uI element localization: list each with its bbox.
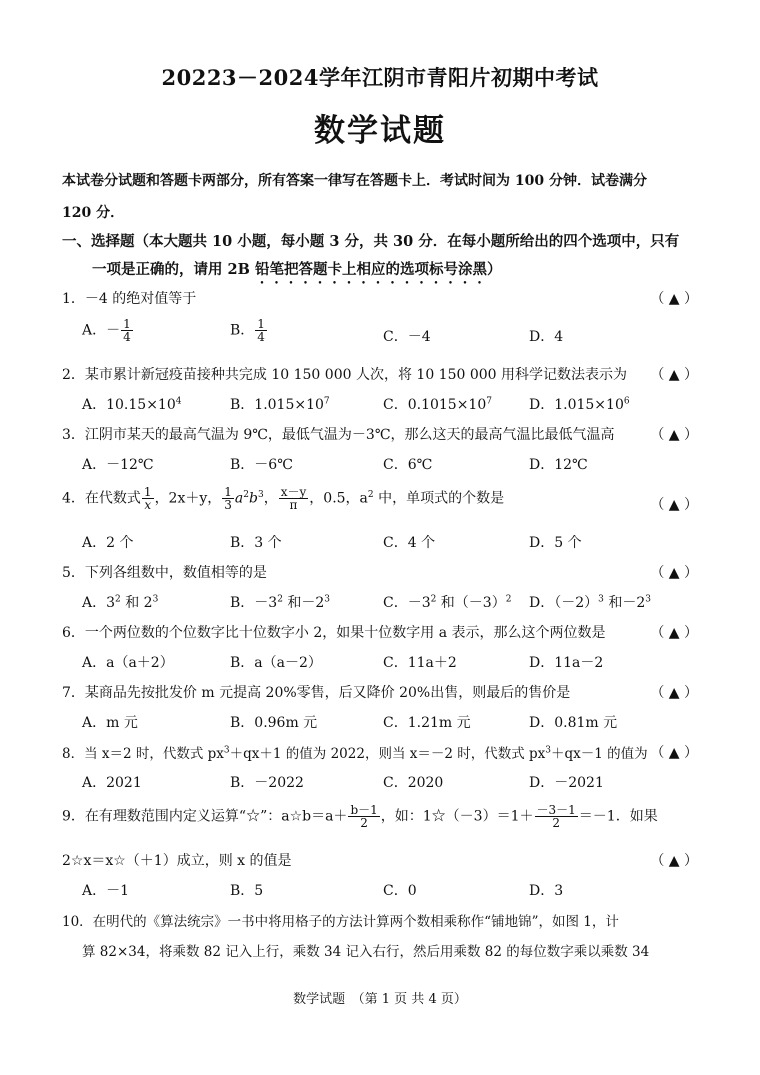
q5-option-a: A．$3^2$ 和 $2^3$: [82, 594, 159, 611]
question-9-stem-2: 2☆x＝x☆（＋1）成立，则 x 的值是: [62, 853, 292, 869]
q5-option-b: B．$-3^2$ 和$-2^3$: [230, 594, 331, 611]
q4-option-d: D．5 个: [529, 535, 582, 551]
question-2-stem: 2．某市累计新冠疫苗接种共完成 10 150 000 人次，将 10 150 000 用科学记数法表示为: [62, 367, 628, 383]
q6-option-d: D．11a－2: [529, 655, 604, 671]
question-10-stem: 10．在明代的《算法统宗》一书中将用格子的方法计算两个数相乘称作“铺地锦”，如图 1，计: [62, 914, 619, 930]
question-9-stem: 9．在有理数范围内定义运算“☆”：a☆b＝a＋ $\frac{b-1}{2}$ ，如：1☆（－3）＝1＋ $\frac{-3-1}{2}$ ＝－1．如果: [62, 803, 658, 830]
question-3-stem: 3．江阴市某天的最高气温为 9℃，最低气温为－3℃，那么这天的最高气温比最低气温高: [62, 427, 615, 443]
q1-option-d: D．4: [529, 329, 564, 345]
q2-option-a: A．$10.15\times 10^4$: [82, 396, 182, 413]
q3-option-d: D．12℃: [529, 457, 588, 473]
q3-option-b: B．－6℃: [230, 457, 293, 473]
question-10-stem-2: 算 82×34，将乘数 82 记入上行，乘数 34 记入右行，然后用乘数 82 的每位数字乘以乘数 34: [82, 944, 650, 960]
answer-mark-1: （ ▲ ）: [650, 291, 698, 307]
subject-title: 数学试题: [314, 113, 446, 149]
q8-option-c: C．2020: [383, 775, 444, 791]
answer-mark-8: （ ▲ ）: [650, 745, 698, 761]
q6-option-a: A．a（a＋2）: [82, 655, 174, 671]
q4-option-a: A．2 个: [82, 535, 134, 551]
q3-option-a: A．－12℃: [82, 457, 154, 473]
q8-option-d: D．－2021: [529, 775, 604, 791]
question-4-stem: 4．在代数式 $\frac{1}{x}$ ，2x＋y， $\frac{1}{3}$ $a^2b^3$， $\frac{x-y}{\pi}$ ，0.5，$a^2$ 中，单项式的个数是: [62, 485, 505, 512]
q5-option-d: D．$(-2)^3$ 和$-2^3$: [529, 594, 651, 611]
q6-option-b: B．a（a－2）: [230, 655, 322, 671]
q7-option-d: D．0.81m 元: [529, 715, 618, 731]
question-5-stem: 5．下列各组数中，数值相等的是: [62, 565, 267, 581]
exam-title: 20223－2024学年江阴市青阳片初期中考试: [161, 65, 599, 90]
question-6-stem: 6．一个两位数的个位数字比十位数字小 2，如果十位数字用 a 表示，那么这个两位数是: [62, 625, 606, 641]
q8-option-b: B．－2022: [230, 775, 304, 791]
section-1-heading-2: 一项是正确的，请用 2B 铅笔把答题卡上相应的选项标号涂黑）: [92, 261, 502, 278]
q2-option-b: B．$1.015\times 10^7$: [230, 396, 330, 413]
q8-option-a: A．2021: [82, 775, 142, 791]
q6-option-c: C．11a＋2: [383, 655, 457, 671]
answer-mark-7: （ ▲ ）: [650, 685, 698, 701]
section-1-heading: 一、选择题（本大题共 10 小题，每小题 3 分，共 30 分．在每小题所给出的四个选项中，只有: [62, 233, 680, 250]
q3-option-c: C．6℃: [383, 457, 433, 473]
q9-option-a: A．－1: [82, 883, 130, 899]
q7-option-b: B．0.96m 元: [230, 715, 318, 731]
q7-option-c: C．1.21m 元: [383, 715, 471, 731]
answer-mark-2: （ ▲ ）: [650, 367, 698, 383]
page-footer: 数学试题 （第 1 页 共 4 页）: [293, 992, 467, 1007]
answer-mark-3: （ ▲ ）: [650, 427, 698, 443]
q1-option-b: B． $\frac{1}{4}$: [230, 317, 265, 344]
answer-mark-4: （ ▲ ）: [650, 497, 698, 513]
q5-option-c: C．$-3^2$ 和$(-3)^2$: [383, 594, 512, 611]
answer-mark-9: （ ▲ ）: [650, 853, 698, 869]
q9-option-d: D．3: [529, 883, 564, 899]
q7-option-a: A．m 元: [82, 715, 138, 731]
answer-mark-5: （ ▲ ）: [650, 565, 698, 581]
intro-line-1: 本试卷分试题和答题卡两部分，所有答案一律写在答题卡上．考试时间为 100 分钟．试卷满分: [62, 173, 647, 189]
intro-line-2: 120 分．: [62, 205, 125, 221]
question-1-stem: 1．－4 的绝对值等于: [62, 291, 197, 307]
q1-option-c: C．－4: [383, 329, 431, 345]
question-7-stem: 7．某商品先按批发价 m 元提高 20%零售，后又降价 20%出售，则最后的售价是: [62, 685, 571, 701]
q4-option-b: B．3 个: [230, 535, 282, 551]
answer-mark-6: （ ▲ ）: [650, 625, 698, 641]
q4-option-c: C．4 个: [383, 535, 436, 551]
q9-option-b: B．5: [230, 883, 264, 899]
q1-option-a: A．－ $\frac{1}{4}$: [82, 317, 131, 344]
question-8-stem: 8．当 x＝2 时，代数式 $px^3+qx+1$ 的值为 2022，则当 x＝－2 时，代数式 $px^3+qx-1$ 的值为: [62, 745, 648, 762]
q2-option-c: C．$0.1015\times 10^7$: [383, 396, 492, 413]
q9-option-c: C．0: [383, 883, 417, 899]
q2-option-d: D．$1.015\times 10^6$: [529, 396, 630, 413]
